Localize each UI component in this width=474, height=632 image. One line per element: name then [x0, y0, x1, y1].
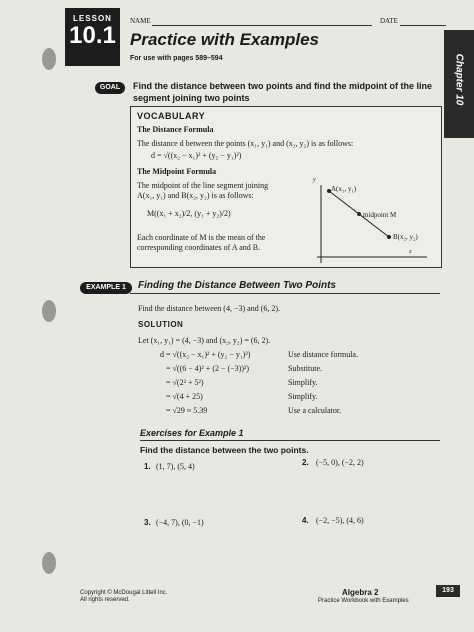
chapter-label: Chapter 10	[453, 53, 465, 106]
midpoint-text-2: A(x₁, y₁) and B(x₂, y₂) is as follows:	[137, 191, 254, 200]
example-badge: EXAMPLE 1	[80, 282, 132, 294]
mean-text-1: Each coordinate of M is the mean of the	[137, 233, 266, 242]
exercise-points: (−5, 0), (−2, 2)	[316, 458, 364, 467]
lesson-word: LESSON	[73, 14, 112, 23]
exercises-rule	[140, 440, 440, 441]
graph-point-b-label: B(x₂, y₂)	[393, 233, 418, 241]
example-title: Finding the Distance Between Two Points	[138, 280, 336, 291]
let-line: Let (x₁, y₁) = (4, −3) and (x₂, y₂) = (6, 2).	[138, 336, 271, 345]
distance-formula-heading: The Distance Formula	[137, 125, 214, 134]
lesson-badge	[65, 8, 120, 66]
copyright-notice	[80, 590, 167, 604]
step-expression: d = √((x₂ − x₁)² + (y₂ − y₁)²)	[160, 350, 251, 359]
lesson-number: 10.1	[69, 22, 116, 49]
point-b	[387, 235, 391, 239]
midpoint-text-1: The midpoint of the line segment joining	[137, 181, 269, 190]
exercise-number: 3.	[144, 518, 151, 527]
solution-label: SOLUTION	[138, 320, 184, 329]
step-note: Use a calculator.	[288, 406, 342, 415]
exercise-number: 2.	[302, 458, 309, 467]
graph-y-label: y	[313, 177, 316, 183]
exercise-points: (−2, −5), (4, 6)	[316, 516, 364, 525]
page-title: Practice with Examples	[130, 30, 319, 49]
date-label: DATE	[380, 17, 398, 25]
exercises-heading: Exercises for Example 1	[140, 428, 244, 438]
midpoint-formula-heading: The Midpoint Formula	[137, 167, 217, 176]
book-subtitle: Practice Workbook with Examples	[318, 598, 409, 604]
name-label: NAME	[130, 17, 151, 25]
date-line[interactable]	[400, 25, 446, 26]
binder-hole	[42, 48, 56, 70]
binder-hole	[42, 300, 56, 322]
step-note: Simplify.	[288, 392, 318, 401]
chapter-tab	[444, 30, 474, 138]
graph-midpoint-label: midpoint M	[363, 211, 397, 219]
step-note: Simplify.	[288, 378, 318, 387]
copyright-line-1: Copyright © McDougal Littell Inc.	[80, 590, 168, 596]
binder-hole	[42, 552, 56, 574]
step-note: Substitute.	[288, 364, 323, 373]
goal-badge: GOAL	[95, 82, 125, 94]
page-number: 193	[436, 585, 460, 597]
exercise-points: (−4, 7), (0, −1)	[156, 518, 204, 527]
vocabulary-heading: VOCABULARY	[137, 111, 206, 121]
example-rule	[130, 293, 440, 294]
example-prompt: Find the distance between (4, −3) and (6, 2).	[138, 304, 281, 313]
vocabulary-box	[130, 106, 442, 268]
exercise-number: 1.	[144, 462, 151, 471]
name-line[interactable]	[152, 25, 372, 26]
midpoint-formula: M((x₁ + x₂)/2, (y₁ + y₂)/2)	[147, 209, 231, 218]
copyright-line-2: All rights reserved.	[80, 597, 130, 603]
step-expression: = √(4 + 25)	[166, 392, 203, 401]
exercise-points: (1, 7), (5, 4)	[156, 462, 195, 471]
point-m	[357, 212, 361, 216]
exercise-number: 4.	[302, 516, 309, 525]
step-expression: = √29 ≈ 5.39	[166, 406, 208, 415]
mean-text-2: corresponding coordinates of A and B.	[137, 243, 261, 252]
step-expression: = √(2² + 5²)	[166, 378, 204, 387]
exercises-instruction: Find the distance between the two points.	[140, 445, 309, 455]
step-expression: = √((6 − 4)² + (2 − (−3))²)	[166, 364, 250, 373]
book-title: Algebra 2	[342, 588, 379, 597]
goal-text: Find the distance between two points and find the midpoint of the line segment joining two points	[133, 81, 432, 103]
distance-formula: d = √((x₂ − x₁)² + (y₂ − y₁)²)	[151, 151, 242, 160]
step-note: Use distance formula.	[288, 350, 358, 359]
graph-point-a-label: A(x₁, y₁)	[331, 185, 357, 193]
midpoint-diagram	[309, 181, 431, 265]
graph-x-label: x	[409, 249, 412, 255]
pages-note: For use with pages 589–594	[130, 55, 223, 62]
distance-formula-text: The distance d between the points (x₁, y₁) and (x₂, y₂) is as follows:	[137, 139, 354, 148]
